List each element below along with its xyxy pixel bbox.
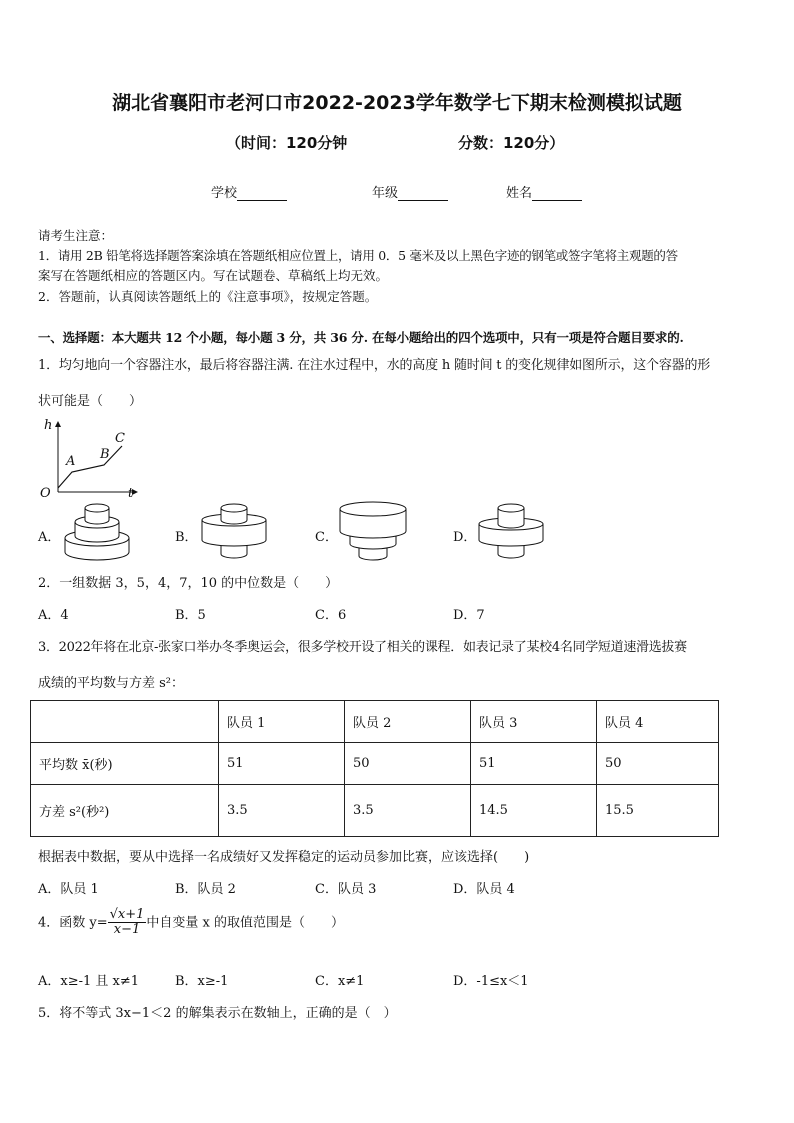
grade-label: 年级 xyxy=(372,186,399,201)
school-blank[interactable] xyxy=(237,188,287,201)
table-header-row xyxy=(31,701,719,743)
graph-h-label: h xyxy=(44,418,53,433)
q4-option-b[interactable]: B．x≥-1 xyxy=(175,974,229,989)
table-row xyxy=(31,785,719,837)
q2-option-b[interactable]: B．5 xyxy=(175,608,206,623)
notice-item-1-line-2: 案写在答题纸相应的答题区内。写在试题卷、草稿纸上均无效。 xyxy=(38,268,389,283)
table-cell: 15.5 xyxy=(597,785,719,837)
q4-denominator: x−1 xyxy=(113,922,141,938)
q4-fraction xyxy=(108,908,147,938)
grade-field xyxy=(372,182,448,201)
name-field xyxy=(506,182,582,201)
q3-option-b[interactable]: B．队员 2 xyxy=(175,882,236,897)
notice-item-1-line-1: 1．请用 2B 铅笔将选择题答案涂填在答题纸相应位置上，请用 0．5 毫米及以上黑色字迹的钢笔或签字笔将主观题的答 xyxy=(38,248,678,263)
graph-point-c: C xyxy=(115,431,125,446)
q2-option-d[interactable]: D．7 xyxy=(453,608,485,623)
q1-option-a[interactable]: A． xyxy=(38,530,61,545)
table-header-cell: 队员 1 xyxy=(219,701,345,743)
table-header-cell: 队员 2 xyxy=(345,701,471,743)
school-field xyxy=(211,182,287,201)
q1-stem-line-2: 状可能是（ ） xyxy=(38,394,143,409)
table-cell: 51 xyxy=(219,743,345,785)
q1-option-d[interactable]: D． xyxy=(453,530,477,545)
q4-stem xyxy=(38,908,344,938)
q4-option-d[interactable]: D．-1≤x＜1 xyxy=(453,974,529,989)
container-d-icon xyxy=(476,502,546,564)
q4-prefix: 4．函数 y= xyxy=(38,915,108,931)
exam-time: （时间：120分钟 xyxy=(226,134,348,152)
table-header-cell xyxy=(31,701,219,743)
grade-blank[interactable] xyxy=(398,188,448,201)
exam-title: 湖北省襄阳市老河口市2022-2023学年数学七下期末检测模拟试题 xyxy=(112,92,682,114)
table-row xyxy=(31,743,719,785)
graph-point-a: A xyxy=(66,454,76,469)
q4-suffix: 中自变量 x 的取值范围是（ ） xyxy=(146,915,345,931)
q2-stem: 2．一组数据 3，5，4，7，10 的中位数是（ ） xyxy=(38,576,339,591)
name-blank[interactable] xyxy=(532,188,582,201)
notice-heading: 请考生注意： xyxy=(38,228,114,243)
table-header-cell: 队员 3 xyxy=(471,701,597,743)
q4-option-c[interactable]: C．x≠1 xyxy=(315,974,365,989)
container-a-icon xyxy=(62,502,132,564)
q5-stem: 5．将不等式 3x−1＜2 的解集表示在数轴上，正确的是（ ） xyxy=(38,1006,397,1021)
q1-option-c[interactable]: C． xyxy=(315,530,338,545)
school-label: 学校 xyxy=(211,186,238,201)
table-cell: 51 xyxy=(471,743,597,785)
name-label: 姓名 xyxy=(506,186,533,201)
table-cell: 14.5 xyxy=(471,785,597,837)
container-c-icon xyxy=(336,500,410,564)
q2-option-c[interactable]: C．6 xyxy=(315,608,347,623)
q3-option-a[interactable]: A．队员 1 xyxy=(38,882,99,897)
q4-numerator: √x+1 xyxy=(109,907,145,922)
q1-option-b[interactable]: B． xyxy=(175,530,198,545)
q3-option-c[interactable]: C．队员 3 xyxy=(315,882,377,897)
table-cell: 方差 s²(秒²) xyxy=(31,785,219,837)
graph-point-b: B xyxy=(100,447,110,462)
table-header-cell: 队员 4 xyxy=(597,701,719,743)
table-cell: 50 xyxy=(597,743,719,785)
container-b-icon xyxy=(199,502,269,564)
q4-option-a[interactable]: A．x≥-1 且 x≠1 xyxy=(38,974,140,989)
notice-item-2: 2．答题前，认真阅读答题纸上的《注意事项》，按规定答题。 xyxy=(38,289,378,304)
q2-option-a[interactable]: A．4 xyxy=(38,608,69,623)
table-cell: 平均数 x̄(秒) xyxy=(31,743,219,785)
section-heading: 一、选择题：本大题共 12 个小题，每小题 3 分，共 36 分. 在每小题给出的四个选项中，只有一项是符合题目要求的. xyxy=(38,330,684,345)
graph-t-label: t xyxy=(128,486,134,501)
q3-stem-line-2: 成绩的平均数与方差 s²： xyxy=(38,676,185,691)
exam-score: 分数：120分） xyxy=(458,134,565,152)
q3-option-d[interactable]: D．队员 4 xyxy=(453,882,515,897)
graph-origin-label: O xyxy=(40,486,51,501)
q3-stem-line-1: 3．2022年将在北京-张家口举办冬季奥运会，很多学校开设了相关的课程．如表记录了某校4名同学短道速滑选拔赛 xyxy=(38,640,687,655)
table-cell: 50 xyxy=(345,743,471,785)
q1-stem-line-1: 1．均匀地向一个容器注水，最后将容器注满. 在注水过程中，水的高度 h 随时间 t 的变化规律如图所示，这个容器的形 xyxy=(38,358,711,373)
score-table xyxy=(30,700,719,837)
q3-question: 根据表中数据，要从中选择一名成绩好又发挥稳定的运动员参加比赛，应该选择( ) xyxy=(38,850,530,865)
table-cell: 3.5 xyxy=(345,785,471,837)
table-cell: 3.5 xyxy=(219,785,345,837)
